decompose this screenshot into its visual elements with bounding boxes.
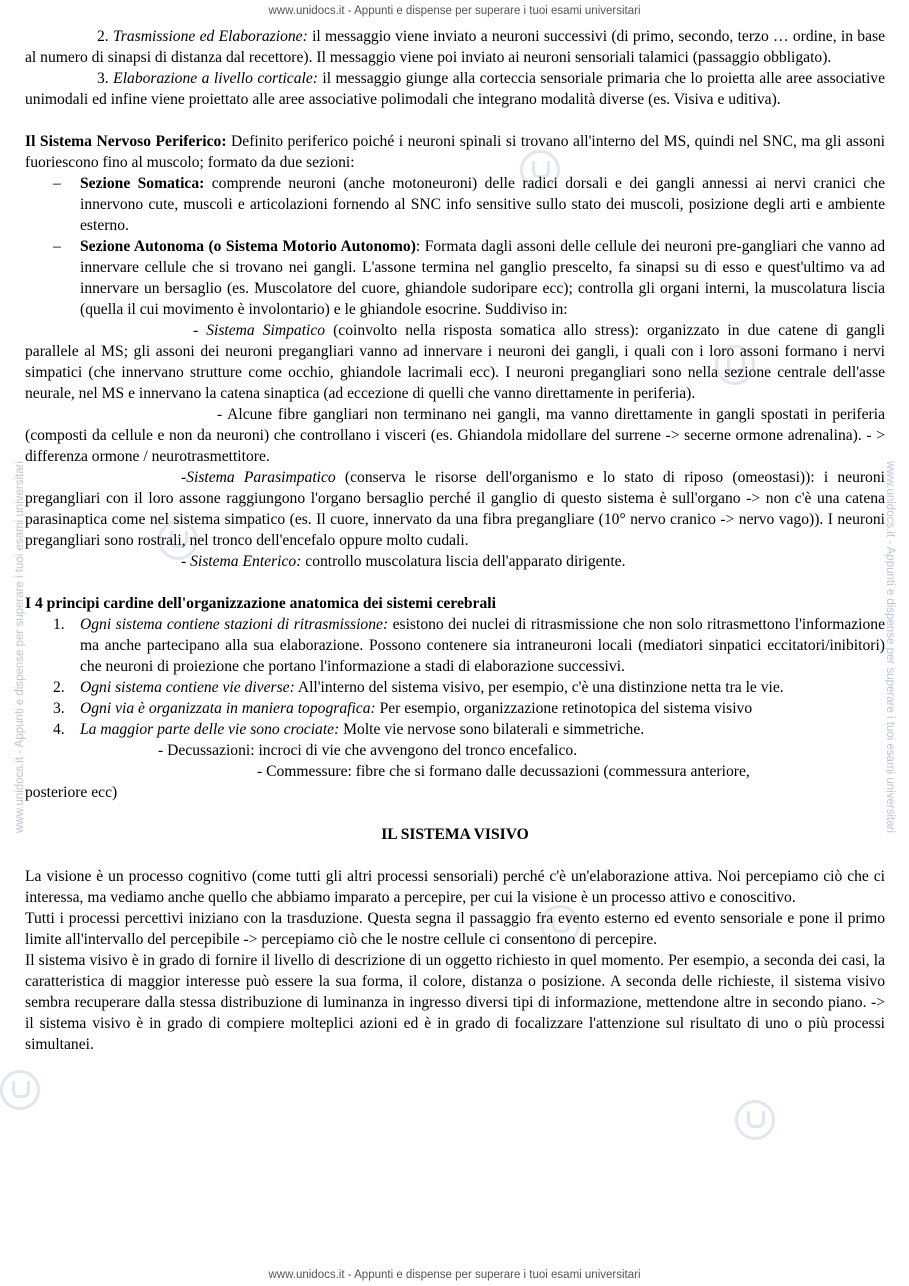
paragraph-descrizione: Il sistema visivo è in grado di fornire il livello di descrizione di un oggetto richiesto in quel momento. Per esempio, a seconda dei casi, la caratteristica di maggior interesse può essere la sua forma, il colore, distanza o posizione. A seconda delle richieste, il sistema visivo sembra recuperare dalla stessa distribuzione di luminanza in ingresso diversi tipi di informazione, mettendone altre in secondo piano. -> il sistema visivo è in grado di compiere molteplici azioni ed è in grado di focalizzare l'attenzione sul risultato di uno o più processi simultanei.: [25, 952, 885, 1053]
watermark-top: www.unidocs.it - Appunti e dispense per superare i tuoi esami universitari: [268, 5, 641, 17]
watermark-bottom: www.unidocs.it - Appunti e dispense per superare i tuoi esami universitari: [268, 1269, 641, 1281]
paragraph-snp: Il Sistema Nervoso Periferico: Definito periferico poiché i neuroni spinali si trovano all'interno del MS, quindi nel SNC, ma gli assoni fuoriescono fino al muscolo; formato da due sezioni:: [25, 133, 885, 171]
watermark-logo-icon: [735, 1100, 775, 1140]
paragraph-elaborazione: 3. Elaborazione a livello corticale: il messaggio giunge alla corteccia sensoriale primaria che lo proietta alle aree associative unimodali ed infine viene proiettato alle aree associative polimodali che integrano modalità diverse (es. Visiva e uditiva).: [25, 70, 885, 108]
paragraph-enterico: - Sistema Enterico: controllo muscolatura liscia dell'apparato dirigente.: [181, 553, 626, 570]
list-item: 3. Ogni via è organizzata in maniera topografica: Per esempio, organizzazione retinotopica del sistema visivo: [53, 700, 753, 717]
paragraph-fibre: - Alcune fibre gangliari non terminano nei gangli, ma vanno direttamente in gangli spostati in periferia (composti da cellule e non da neuroni) che controllano i visceri (es. Ghiandola midollare del surrene -> secerne ormone adrenalina). - > differenza ormone / neurotrasmettitore.: [25, 406, 885, 465]
list-item: 4. La maggior parte delle vie sono crociate: Molte vie nervose sono bilaterali e simmetriche.: [53, 721, 645, 738]
list-item-autonoma: – Sezione Autonoma (o Sistema Motorio Autonomo): Formata dagli assoni delle cellule dei neuroni pre-gangliari che vanno ad innervare cellule che si trovano nei gangli. L'assone termina nel ganglio prescelto, fa sinapsi su di esso e quest'ultimo va ad innervare un bersaglio (es. Muscolatore del cuore, ghiandole sudoripare ecc); controlla gli organi interni, la muscolatura liscia (quella il cui movimento è involontario) e le ghiandole esocrine. Suddiviso in:: [80, 236, 885, 320]
paragraph-visione: La visione è un processo cognitivo (come tutti gli altri processi sensoriali) perché c'è un'elaborazione attiva. Noi percepiamo ciò che ci interessa, ma vediamo anche quello che abbiamo imparato a percepire, per cui la visione è un processo attivo e conoscitivo.: [25, 868, 885, 906]
heading-principi: I 4 principi cardine dell'organizzazione anatomica dei sistemi cerebrali: [25, 595, 496, 612]
section-title-visivo: IL SISTEMA VISIVO: [381, 826, 529, 843]
paragraph-trasduzione: Tutti i processi percettivi iniziano con la trasduzione. Questa segna il passaggio fra evento esterno ed evento sensoriale e pone il primo limite all'intervallo del percepibile -> percepiamo ciò che le nostre cellule ci consentono di percepire.: [25, 910, 885, 948]
document-page: [25, 26, 885, 1055]
list-item-somatica: – Sezione Somatica: comprende neuroni (anche motoneuroni) delle radici dorsali e dei gangli annessi ai nervi cranici che innervono cute, muscoli e articolazioni fornendo al SNC info sensitive sullo stato dei muscoli, posizione degli arti e ambiente esterno.: [80, 173, 885, 236]
watermark-left: www.unidocs.it - Appunti e dispense per superare i tuoi esami universitari: [14, 460, 26, 834]
watermark-logo-icon: [0, 1070, 40, 1110]
list-item: 1. Ogni sistema contiene stazioni di ritrasmissione: esistono dei nuclei di ritrasmissione che non solo ritrasmettono l'informazione ma anche partecipano alla sua elaborazione. Possono contenere sia intraneuroni locali (mediatori sinpatici eccitatori/inibitori) che neuroni di proiezione che portano l'informazione a stadi di elaborazione successivi.: [53, 616, 886, 675]
list-item: 2. Ogni sistema contiene vie diverse: All'interno del sistema visivo, per esempio, c'è una distinzione netta tra le vie.: [53, 679, 784, 696]
paragraph-simpatico: - Sistema Simpatico (coinvolto nella risposta somatica allo stress): organizzato in due catene di gangli parallele al MS; gli assoni dei neuroni pregangliari vanno ad innervare i neuroni dei gangli, i quali con i loro assoni formano i nervi simpatici (che innervano strutture come occhio, ghiandole lacrimali ecc). I neuroni pregangliari sono nella sezione centrale dell'asse neurale, nel MS e innervano la catena sinaptica (ad eccezione di quelli che vanno direttamente in periferia).: [25, 322, 886, 402]
paragraph-trasmissione: 2. Trasmissione ed Elaborazione: il messaggio viene inviato a neuroni successivi (di primo, secondo, terzo … ordine, in base al numero di sinapsi di distanza dal recettore). Il messaggio viene poi inviato ai neuroni sensoriali talamici (passaggio obbligato).: [25, 28, 886, 66]
paragraph-commessure-cont: posteriore ecc): [25, 784, 118, 801]
snp-sections-list: [25, 173, 885, 320]
paragraph-parasimpatico: -Sistema Parasimpatico (conserva le risorse dell'organismo e lo stato di riposo (omeostasi)): i neuroni pregangliari con il loro assone raggiungono l'organo bersaglio perché il ganglio di questo sistema è sull'organo -> non c'è una catena parasinaptica come nel sistema simpatico (es. Il cuore, innervato da una fibra pregangliare (10° nervo cranico -> nervo vago)). I neuroni pregangliari sono rostrali, nel tronco dell'encefalo oppure molto cudali.: [25, 469, 885, 549]
watermark-right: www.unidocs.it - Appunti e dispense per superare i tuoi esami universitari: [884, 460, 896, 834]
paragraph-commessure: - Commessure: fibre che si formano dalle decussazioni (commessura anteriore,: [257, 763, 750, 780]
paragraph-decussazioni: - Decussazioni: incroci di vie che avvengono del tronco encefalico.: [158, 742, 578, 759]
principi-list: [25, 614, 885, 740]
